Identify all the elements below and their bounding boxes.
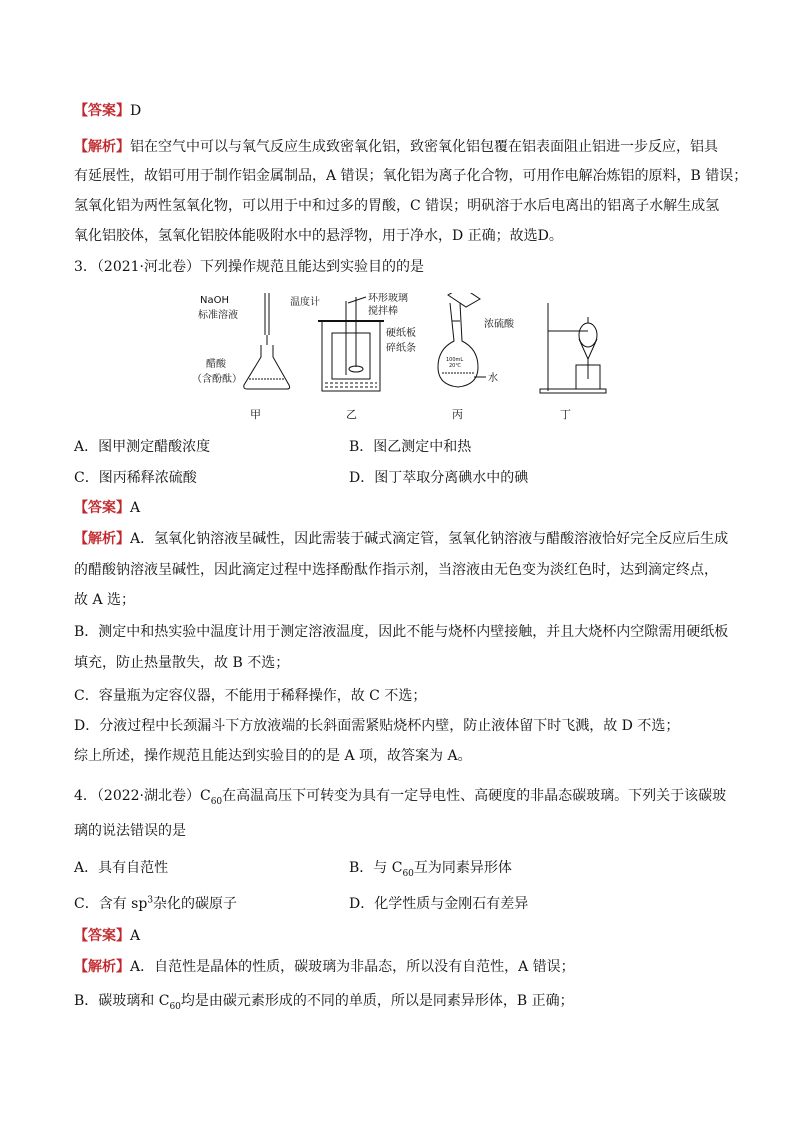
- q3-analysis-line-2: 的醋酸钠溶液呈碱性，因此滴定过程中选择酚酞作指示剂，当溶液由无色变为淡红色时，达到滴定终点，: [74, 562, 718, 578]
- answer-value: A: [130, 500, 141, 516]
- apparatus-figure: [190, 293, 610, 423]
- analysis-text: 均是由碳元素形成的不同的单质，所以是同素异形体，B 正确；: [180, 993, 574, 1009]
- standard-solution-label: 标准溶液: [198, 310, 238, 321]
- flask-volume-label: 100mL: [446, 357, 464, 363]
- q3-option-b: B．图乙测定中和热: [349, 439, 472, 455]
- titration-apparatus: [244, 293, 290, 389]
- option-text: 互为同素异形体: [413, 860, 512, 876]
- q4-option-c: [74, 894, 237, 914]
- paper-scraps-label: 碎纸条: [386, 343, 416, 354]
- subscript: 60: [210, 796, 223, 807]
- answer-value: D: [130, 103, 142, 119]
- q3-analysis-line-5: 填充，防止热量散失，故 B 不选；: [74, 655, 290, 671]
- analysis-text: A．自范性是晶体的性质，碳玻璃为非晶态，所以没有自范性，A 错误；: [130, 959, 575, 975]
- q3-analysis-line-4: B．测定中和热实验中温度计用于测定溶液温度，因此不能与烧杯内壁接触，并且大烧杯内空隙需用硬纸板: [74, 624, 729, 640]
- caption-bing: 丙: [452, 408, 463, 421]
- q3-option-a: A．图甲测定醋酸浓度: [74, 439, 211, 455]
- q3-analysis-line-3: 故 A 选；: [74, 592, 136, 608]
- q4-answer: [74, 926, 724, 946]
- option-text: 杂化的碳原子: [153, 896, 238, 912]
- caption-ding: 丁: [560, 408, 571, 421]
- water-label: 水: [488, 373, 498, 384]
- q2-analysis-line-1: [74, 137, 724, 157]
- superscript: 3: [147, 895, 154, 906]
- stirrer-label-2: 搅拌棒: [368, 306, 398, 317]
- q3-analysis-line-8: 综上所述，操作规范且能达到实验目的的是 A 项，故答案为 A。: [74, 748, 472, 764]
- naoh-label: NaOH: [200, 295, 229, 306]
- caption-jia: 甲: [250, 408, 261, 421]
- q3-analysis-line-1: [74, 529, 729, 549]
- q4-option-d: D．化学性质与金刚石有差异: [349, 896, 529, 912]
- q2-answer: [74, 101, 724, 121]
- q4-stem-part: 在高温高压下可转变为具有一定导电性、高硬度的非晶态碳玻璃。下列关于该碳玻: [222, 788, 727, 804]
- analysis-tag: 【解析】: [74, 959, 130, 975]
- q2-analysis-line-4: 氧化铝胶体，氢氧化铝胶体能吸附水中的悬浮物，用于净水，D 正确；故选D。: [74, 228, 563, 244]
- q4-option-a: A．具有自范性: [74, 860, 169, 876]
- q4-analysis-line-1: [74, 957, 724, 977]
- option-text: C．含有 sp: [74, 896, 148, 912]
- q4-stem-line-1: [74, 786, 727, 807]
- option-text: B．与 C: [349, 860, 403, 876]
- analysis-text: 铝在空气中可以与氧气反应生成致密氧化铝，致密氧化铝包覆在铝表面阻止铝进一步反应，铝具: [130, 139, 718, 155]
- q2-analysis-line-3: 氢氧化铝为两性氢氧化物，可以用于中和过多的胃酸，C 错误；明矾溶于水后电离出的铝离子水解生成氢: [74, 198, 720, 214]
- q3-stem: 3．（2021·河北卷）下列操作规范且能达到实验目的的是: [74, 259, 424, 275]
- q4-analysis-line-2: [74, 991, 724, 1011]
- q3-analysis-line-7: D．分液过程中长颈漏斗下方放液端的长斜面需紧贴烧杯内壁，防止液体留下时飞溅，故 D 不选；: [74, 718, 680, 734]
- answer-tag: 【答案】: [74, 103, 130, 119]
- q4-option-b: [349, 858, 512, 878]
- q4-stem-part: 4．（2022·湖北卷）C: [74, 788, 211, 804]
- subscript: 60: [169, 1001, 181, 1012]
- q3-option-c: C．图丙稀释浓硫酸: [74, 470, 197, 486]
- thermometer-label: 温度计: [290, 297, 320, 308]
- volumetric-flask-apparatus: [438, 293, 486, 387]
- subscript: 60: [402, 868, 414, 879]
- q3-option-d: D．图丁萃取分离碘水中的碘: [349, 470, 529, 486]
- phenolphthalein-label: （含酚酞）: [192, 374, 242, 385]
- caption-yi: 乙: [346, 408, 357, 421]
- answer-tag: 【答案】: [74, 500, 130, 516]
- stirrer-label-1: 环形玻璃: [368, 293, 408, 304]
- q3-analysis-line-6: C．容量瓶为定容仪器，不能用于稀释操作，故 C 不选；: [74, 688, 427, 704]
- analysis-text: B．碳玻璃和 C: [74, 993, 170, 1009]
- analysis-tag: 【解析】: [74, 531, 130, 547]
- answer-tag: 【答案】: [74, 928, 130, 944]
- cardboard-label: 硬纸板: [386, 328, 416, 339]
- analysis-tag: 【解析】: [74, 139, 130, 155]
- acetic-acid-label: 醋酸: [206, 359, 226, 370]
- q3-answer: [74, 498, 724, 518]
- answer-value: A: [130, 928, 141, 944]
- q2-analysis-line-2: 有延展性，故铝可用于制作铝金属制品，A 错误；氧化铝为离子化合物，可用作电解冶炼铝的原料，B 错误；: [74, 168, 748, 184]
- separatory-funnel-apparatus: [540, 303, 606, 393]
- conc-sulfuric-label: 浓硫酸: [484, 319, 514, 330]
- q4-stem-line-2: 璃的说法错误的是: [74, 823, 186, 839]
- analysis-text: A．氢氧化钠溶液呈碱性，因此需装于碱式滴定管，氢氧化钠溶液与醋酸溶液恰好完全反应后生成: [130, 531, 729, 547]
- flask-temp-label: 20℃: [449, 363, 461, 369]
